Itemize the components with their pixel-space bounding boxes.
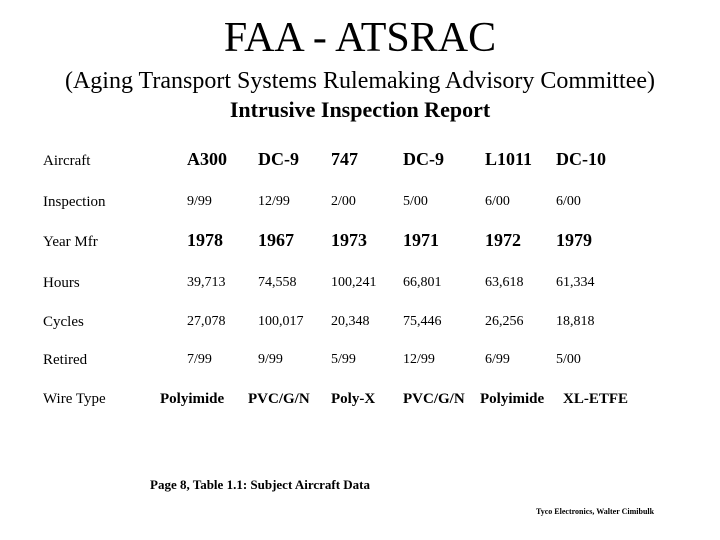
table-cell: 66,801: [403, 275, 442, 290]
row-label: Cycles: [43, 314, 84, 330]
table-cell: 75,446: [403, 314, 442, 329]
table-cell: 747: [331, 149, 358, 169]
table-cell: DC-10: [556, 149, 606, 169]
table-cell: 100,017: [258, 314, 304, 329]
table-cell: 1978: [187, 230, 223, 250]
row-label: Wire Type: [43, 391, 106, 407]
table-cell: 1971: [403, 230, 439, 250]
table-cell: 6/00: [485, 194, 510, 209]
row-label: Inspection: [43, 194, 106, 210]
table-cell: 26,256: [485, 314, 524, 329]
table-cell: 7/99: [187, 352, 212, 367]
table-cell: PVC/G/N: [403, 391, 465, 407]
row-label: Retired: [43, 352, 88, 368]
table-cell: 5/99: [331, 352, 356, 367]
slide-subtitle: (Aging Transport Systems Rulemaking Advisory Committee): [64, 68, 655, 94]
table-cell: 12/99: [258, 194, 290, 209]
table-cell: 39,713: [187, 275, 226, 290]
table-caption: Page 8, Table 1.1: Subject Aircraft Data: [150, 477, 371, 492]
table-cell: Polyimide: [160, 391, 225, 407]
credit-line: Tyco Electronics, Walter Cimibulk: [536, 507, 655, 516]
report-title: Intrusive Inspection Report: [229, 97, 491, 122]
table-cell: DC-9: [403, 149, 444, 169]
table-cell: L1011: [485, 149, 533, 169]
table-cell: PVC/G/N: [248, 391, 310, 407]
row-label: Hours: [43, 275, 80, 291]
table-cell: 6/99: [485, 352, 510, 367]
table-cell: 74,558: [258, 275, 297, 290]
table-cell: 5/00: [403, 194, 428, 209]
table-cell: 18,818: [556, 314, 595, 329]
table-cell: 1973: [331, 230, 367, 250]
row-label: Year Mfr: [43, 234, 98, 250]
table-cell: 9/99: [187, 194, 212, 209]
table-cell: A300: [187, 149, 227, 169]
table-cell: 9/99: [258, 352, 283, 367]
table-cell: 5/00: [556, 352, 581, 367]
table-cell: 12/99: [403, 352, 435, 367]
table-cell: 1979: [556, 230, 592, 250]
table-cell: 6/00: [556, 194, 581, 209]
table-cell: DC-9: [258, 149, 299, 169]
table-cell: 1972: [485, 230, 521, 250]
table-cell: 1967: [258, 230, 294, 250]
table-cell: Poly-X: [331, 391, 376, 407]
table-cell: 20,348: [331, 314, 370, 329]
table-cell: 63,618: [485, 275, 524, 290]
table-cell: 100,241: [331, 275, 377, 290]
row-label: Aircraft: [43, 153, 91, 169]
table-cell: Polyimide: [480, 391, 545, 407]
table-cell: 61,334: [556, 275, 595, 290]
table-cell: XL-ETFE: [563, 391, 629, 407]
table-cell: 27,078: [187, 314, 226, 329]
table-cell: 2/00: [331, 194, 356, 209]
slide-title: FAA - ATSRAC: [223, 15, 497, 61]
